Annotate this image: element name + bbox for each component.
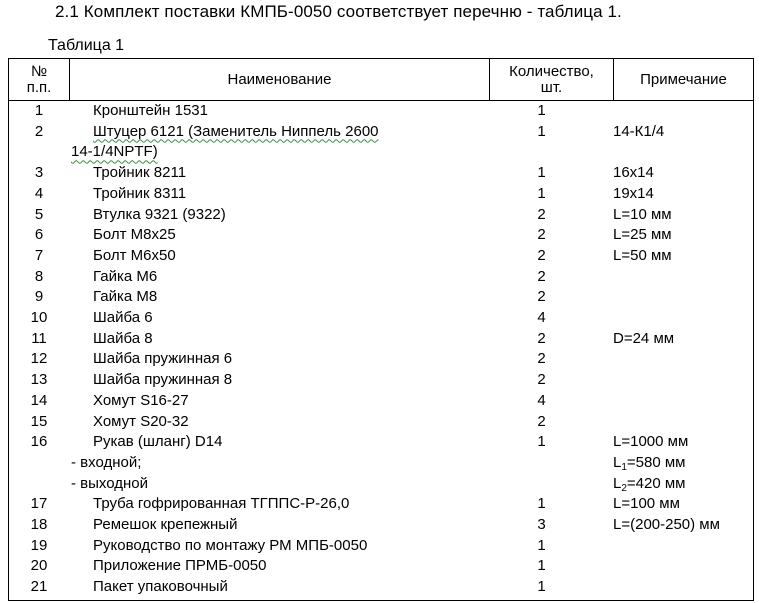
item-name: Шайба 8 xyxy=(93,329,153,347)
item-quantity: 4 xyxy=(537,391,546,409)
item-name: Труба гофрированная ТГППС-Р-26,0 xyxy=(93,495,350,513)
item-name: Хомут S20-32 xyxy=(93,412,189,430)
table-row xyxy=(9,308,753,329)
row-number: 10 xyxy=(30,309,48,326)
item-name: Штуцер 6121 (Заменитель Ниппель 2600 xyxy=(93,122,379,140)
item-name: Кронштейн 1531 xyxy=(93,102,208,119)
row-number: 15 xyxy=(30,412,48,430)
item-name: Втулка 9321 (9322) xyxy=(93,205,226,223)
item-name: Приложение ПРМБ-0050 xyxy=(93,557,267,575)
table-row xyxy=(9,412,753,433)
item-quantity: 2 xyxy=(537,267,546,285)
row-number: 2 xyxy=(34,122,44,140)
item-quantity: 1 xyxy=(537,164,546,182)
item-name: Руководство по монтажу РМ МПБ-0050 xyxy=(93,536,368,554)
column-header-note: Примечание xyxy=(640,70,727,88)
item-note: L=10 мм xyxy=(613,205,672,223)
row-number: 17 xyxy=(30,495,48,513)
table-row xyxy=(9,494,753,515)
row-number: 6 xyxy=(34,226,44,244)
row-number: 18 xyxy=(30,516,48,533)
row-number: 11 xyxy=(31,329,47,347)
row-number: 5 xyxy=(34,205,44,223)
delivery-set-table xyxy=(8,58,754,601)
item-quantity: 3 xyxy=(537,516,546,533)
item-note: L=(200-250) мм xyxy=(613,516,720,533)
item-name: - входной; xyxy=(71,453,142,471)
item-note xyxy=(613,453,686,474)
row-number: 9 xyxy=(34,288,44,306)
table-row xyxy=(9,225,753,246)
row-number: 4 xyxy=(34,184,44,202)
item-name: Тройник 8211 xyxy=(93,164,187,182)
item-name: Гайка М8 xyxy=(93,288,158,306)
item-quantity: 2 xyxy=(537,226,546,244)
row-number: 13 xyxy=(30,371,48,389)
item-quantity: 2 xyxy=(537,205,546,223)
table-row xyxy=(9,142,753,163)
item-quantity: 2 xyxy=(537,246,546,264)
item-quantity: 1 xyxy=(537,184,546,202)
row-number: 19 xyxy=(30,536,48,554)
row-number: 14 xyxy=(30,391,48,409)
table-row xyxy=(9,205,753,226)
item-quantity: 1 xyxy=(537,578,546,596)
item-quantity: 2 xyxy=(537,412,546,430)
table-row xyxy=(9,515,753,536)
table-row xyxy=(9,453,753,474)
row-number: 20 xyxy=(30,557,48,575)
row-number: 12 xyxy=(30,350,48,368)
item-name: Болт М8х25 xyxy=(93,226,176,244)
item-quantity: 4 xyxy=(537,309,546,326)
table-row xyxy=(9,556,753,577)
note-subscript: 2 xyxy=(621,482,627,494)
item-note: 19х14 xyxy=(613,184,654,202)
table-row xyxy=(9,536,753,557)
row-number: 8 xyxy=(34,267,44,285)
item-name: Шайба пружинная 8 xyxy=(93,371,233,389)
item-name: Тройник 8311 xyxy=(93,184,187,202)
item-quantity: 2 xyxy=(537,329,546,347)
row-number: 16 xyxy=(30,433,48,451)
table-row xyxy=(9,474,753,495)
table-row xyxy=(9,287,753,308)
item-name: Ремешок крепежный xyxy=(93,516,238,533)
table-row xyxy=(9,329,753,350)
table-row xyxy=(9,267,753,288)
note-base: L xyxy=(613,474,622,492)
item-note: 14-К1/4 xyxy=(613,122,665,140)
table-row xyxy=(9,184,753,205)
item-quantity: 1 xyxy=(537,536,546,554)
item-quantity: 1 xyxy=(537,122,546,140)
table-row xyxy=(9,349,753,370)
table-row xyxy=(9,391,753,412)
item-quantity: 1 xyxy=(537,557,546,575)
item-note xyxy=(613,474,686,495)
item-name: Хомут S16-27 xyxy=(93,391,189,409)
item-name: 14-1/4NPTF) xyxy=(71,143,158,161)
item-quantity: 2 xyxy=(537,350,546,368)
item-name: Болт М6х50 xyxy=(93,246,176,264)
note-value: =420 мм xyxy=(626,474,686,492)
item-note: L=100 мм xyxy=(613,495,680,513)
item-name: Шайба 6 xyxy=(93,309,153,326)
column-header-name: Наименование xyxy=(227,70,332,88)
note-value: =580 мм xyxy=(626,453,686,471)
row-number: 7 xyxy=(34,246,44,264)
item-name: Пакет упаковочный xyxy=(93,578,228,596)
item-quantity: 1 xyxy=(537,102,546,119)
table-row xyxy=(9,246,753,267)
row-number: 3 xyxy=(34,164,44,182)
table-row xyxy=(9,432,753,453)
item-note: D=24 мм xyxy=(613,329,675,347)
item-name: Рукав (шланг) D14 xyxy=(93,433,223,451)
item-note: L=25 мм xyxy=(613,226,672,244)
note-base: L xyxy=(613,453,622,471)
item-name: Шайба пружинная 6 xyxy=(93,350,233,368)
item-quantity: 2 xyxy=(537,288,546,306)
item-note: L=50 мм xyxy=(613,246,672,264)
table-caption: Таблица 1 xyxy=(48,37,125,54)
table-row xyxy=(9,163,753,184)
row-number: 1 xyxy=(34,102,44,119)
table-row xyxy=(9,101,753,122)
note-subscript: 1 xyxy=(621,461,627,473)
section-heading: 2.1 Комплект поставки КМПБ-0050 соответствует перечню - таблица 1. xyxy=(55,2,622,21)
item-note: 16х14 xyxy=(613,164,654,182)
table-row xyxy=(9,370,753,391)
column-header-qty: Количество, шт. xyxy=(509,62,594,96)
table-row xyxy=(9,577,753,598)
item-name: Гайка М6 xyxy=(93,267,158,285)
column-header-num: № п.п. xyxy=(26,62,52,96)
item-quantity: 2 xyxy=(537,371,546,389)
item-quantity: 1 xyxy=(537,495,546,513)
table-row xyxy=(9,122,753,143)
row-number: 21 xyxy=(30,578,48,596)
item-quantity: 1 xyxy=(537,433,546,451)
item-note: L=1000 мм xyxy=(613,433,689,451)
item-name: - выходной xyxy=(71,474,149,492)
